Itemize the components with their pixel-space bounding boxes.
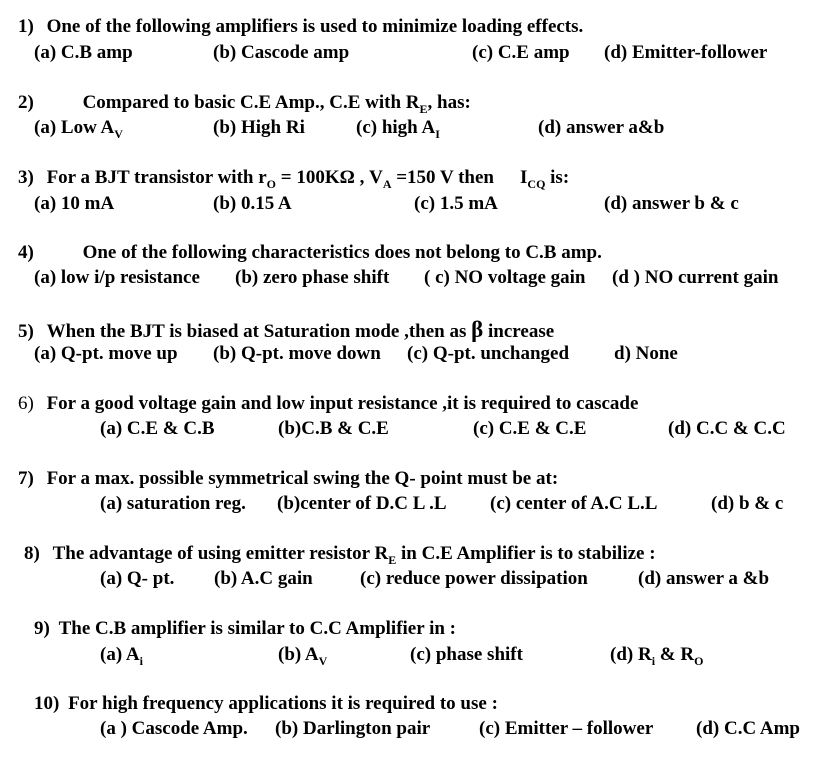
option-c: (c) high $A_I$ <box>356 117 440 141</box>
question-4 <box>18 242 602 264</box>
option-d: (d) C.C Amp <box>696 718 800 739</box>
question-number: 7) <box>18 468 34 489</box>
option-b: (b) zero phase shift <box>235 267 390 288</box>
option-d: (d ) NO current gain <box>612 267 779 288</box>
option-b: (b)center of D.C L .L <box>277 493 447 514</box>
option-c: (c) Emitter – follower <box>479 718 654 739</box>
option-c: (c) phase shift <box>410 644 523 665</box>
option-b: (b) Q-pt. move down <box>213 343 381 364</box>
question-8 <box>24 543 656 568</box>
option-b: (b) High Ri <box>213 117 305 138</box>
option-c: (c) Q-pt. unchanged <box>407 343 570 364</box>
option-d: (d) answer a &b <box>638 568 770 589</box>
option-b: (b) 0.15 A <box>213 193 292 214</box>
option-b: (b) Cascode amp <box>213 42 350 63</box>
option-a: (a) C.B amp <box>34 42 133 63</box>
question-stem: The advantage of using emitter resistor $R_E$ in C.E Amplifier is to stabilize : <box>52 543 656 567</box>
option-c: (c) 1.5 mA <box>414 193 498 214</box>
question-stem: For a good voltage gain and low input resistance ,it is required to cascade <box>46 393 639 414</box>
question-10 <box>34 693 498 715</box>
option-d: d) None <box>614 343 678 364</box>
question-2 <box>18 92 471 117</box>
question-stem: Compared to basic C.E Amp., C.E with $R_E$, has: <box>82 92 471 116</box>
option-c: ( c) NO voltage gain <box>424 267 586 288</box>
question-stem: For high frequency applications it is required to use : <box>68 693 498 714</box>
question-6 <box>18 393 638 415</box>
option-a: (a ) Cascode Amp. <box>100 718 248 739</box>
option-a: (a) Q-pt. move up <box>34 343 178 364</box>
option-d: (d) answer a&b <box>538 117 665 138</box>
question-3 <box>18 167 569 192</box>
option-b: (b) A.C gain <box>214 568 313 589</box>
option-c: (c) center of A.C L.L <box>490 493 658 514</box>
question-number: 6) <box>18 393 34 414</box>
question-1 <box>18 16 583 38</box>
option-c: (c) C.E amp <box>472 42 570 63</box>
option-a: (a) low i/p resistance <box>34 267 200 288</box>
option-b: (b)C.B & C.E <box>278 418 389 439</box>
question-number: 9) <box>34 618 50 639</box>
question-number: 3) <box>18 167 34 188</box>
question-number: 4) <box>18 242 34 263</box>
option-d: (d) answer b & c <box>604 193 739 214</box>
option-d: (d) C.C & C.C <box>668 418 786 439</box>
option-b: (b) Darlington pair <box>275 718 431 739</box>
question-9 <box>34 618 456 640</box>
question-number: 1) <box>18 16 34 37</box>
question-stem: For a BJT transistor with $r_O = 100K\Omega$ , $V_A =150$ V then $I_{CQ}$ is: <box>46 167 570 191</box>
option-a: (a) Q- pt. <box>100 568 175 589</box>
question-number: 8) <box>24 543 40 564</box>
question-5 <box>18 317 554 343</box>
option-a: (a) C.E & C.B <box>100 418 215 439</box>
question-stem: One of the following amplifiers is used to minimize loading effects. <box>46 16 584 37</box>
option-c: (c) reduce power dissipation <box>360 568 588 589</box>
question-number: 2) <box>18 92 34 113</box>
question-stem: For a max. possible symmetrical swing the Q- point must be at: <box>46 468 559 489</box>
question-stem: When the BJT is biased at Saturation mode ,then as β increase <box>46 317 555 342</box>
question-7 <box>18 468 558 490</box>
question-stem: One of the following characteristics does not belong to C.B amp. <box>82 242 602 263</box>
question-number: 5) <box>18 321 34 342</box>
option-d: (d) $R_i$ & $R_O$ <box>610 644 704 668</box>
option-d: (d) b & c <box>711 493 784 514</box>
option-c: (c) C.E & C.E <box>473 418 587 439</box>
option-a: (a) Low $A_V$ <box>34 117 123 141</box>
question-stem: The C.B amplifier is similar to C.C Amplifier in : <box>58 618 456 639</box>
option-a: (a) 10 mA <box>34 193 115 214</box>
option-d: (d) Emitter-follower <box>604 42 768 63</box>
option-a: (a) saturation reg. <box>100 493 246 514</box>
option-a: (a) $A_i$ <box>100 644 143 668</box>
question-number: 10) <box>34 693 60 714</box>
option-b: (b) $A_V$ <box>278 644 328 668</box>
